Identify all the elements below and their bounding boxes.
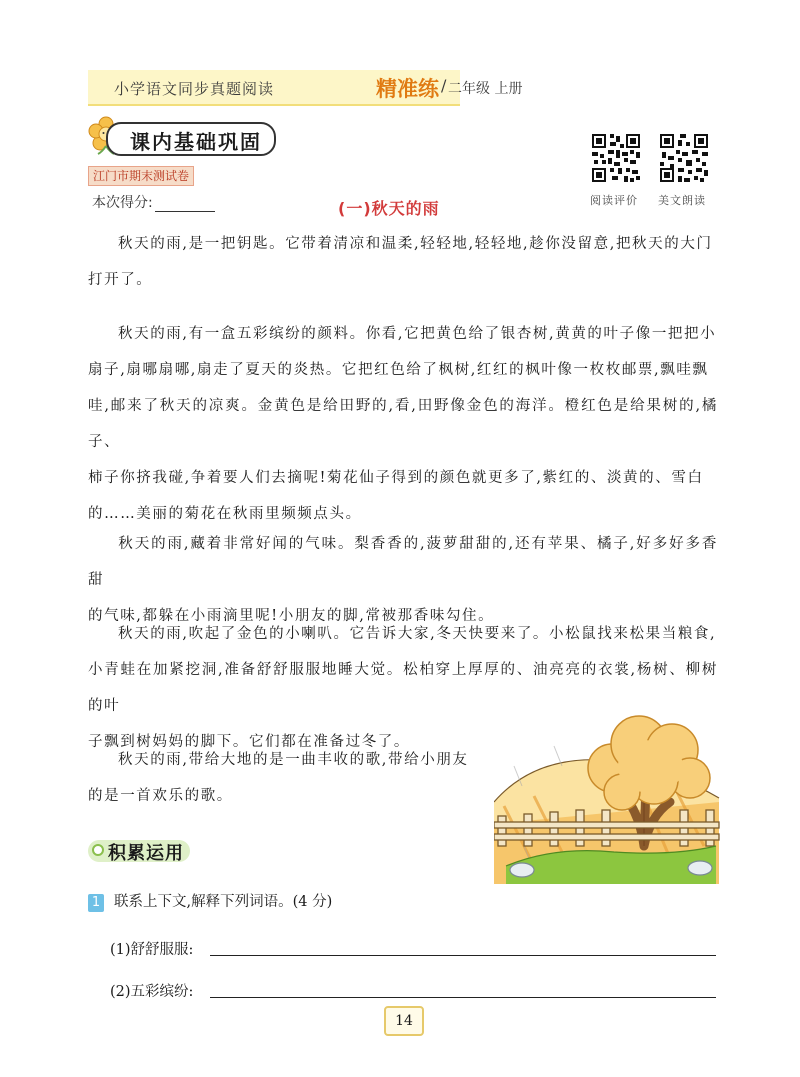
circle-bullet-icon <box>92 844 104 856</box>
text-line: 扇子,扇哪扇哪,扇走了夏天的炎热。它把红色给了枫树,红红的枫叶像一枚枚邮票,飘哇飘 <box>88 362 709 378</box>
qr-code-review[interactable] <box>590 132 642 208</box>
question-item-1: (1)舒舒服服: <box>110 942 194 958</box>
section-title: 积累运用 <box>108 843 184 864</box>
text-line: 秋天的雨,是一把钥匙。它带着清凉和温柔,轻轻地,轻轻地,趁你没留意,把秋天的大门 <box>118 236 713 252</box>
qr-code-reading[interactable] <box>658 132 710 208</box>
section-title: 课内基础巩固 <box>130 130 262 154</box>
text-line: 秋天的雨,带给大地的是一曲丰收的歌,带给小朋友 <box>118 752 469 768</box>
series-title: 小学语文同步真题阅读 <box>114 80 275 98</box>
text-line: 小青蛙在加紧挖洞,准备舒舒服服地睡大觉。松柏穿上厚厚的、油亮亮的衣裳,杨树、柳树的叶 <box>88 662 718 714</box>
source-tag: 江门市期末测试卷 <box>88 166 194 186</box>
qr-code-icon <box>590 132 642 184</box>
header-banner <box>88 70 523 106</box>
question-item-2: (2)五彩缤纷: <box>110 984 194 1000</box>
paragraph-1 <box>88 226 718 298</box>
text-line: 的气味,都躲在小雨滴里呢!小朋友的脚,常被那香味勾住。 <box>88 608 495 624</box>
text-line: 秋天的雨,吹起了金色的小喇叭。它告诉大家,冬天快要来了。小松鼠找来松果当粮食, <box>118 626 717 642</box>
page-number: 14 <box>384 1006 424 1036</box>
text-line: 哇,邮来了秋天的凉爽。金黄色是给田野的,看,田野像金色的海洋。橙红色是给果树的,橘子、 <box>88 398 718 450</box>
grade-label: 二年级 上册 <box>448 81 523 97</box>
text-line: 打开了。 <box>88 272 153 288</box>
score-blank[interactable] <box>155 211 215 212</box>
section-heading-basic <box>88 114 278 160</box>
score-label: 本次得分: <box>92 195 153 211</box>
autumn-tree-illustration <box>494 706 724 884</box>
qr-caption-reading: 美文朗读 <box>658 194 706 207</box>
question-prompt: 联系上下文,解释下列词语。(4 分) <box>114 894 333 910</box>
article-title: (一)秋天的雨 <box>338 199 440 218</box>
answer-line-2[interactable] <box>210 997 716 998</box>
answer-line-1[interactable] <box>210 955 716 956</box>
paragraph-2 <box>88 316 718 532</box>
brand-title: 精准练 <box>376 77 439 101</box>
text-line: 秋天的雨,藏着非常好闻的气味。梨香香的,菠萝甜甜的,还有苹果、橘子,好多好多香甜 <box>88 536 718 588</box>
text-line: 秋天的雨,有一盒五彩缤纷的颜料。你看,它把黄色给了银杏树,黄黄的叶子像一把把小 <box>118 326 717 342</box>
question-1 <box>88 890 332 912</box>
question-number-badge: 1 <box>88 894 104 912</box>
qr-code-icon <box>658 132 710 184</box>
qr-caption-review: 阅读评价 <box>590 194 638 207</box>
text-line: 柿子你挤我碰,争着要人们去摘呢!菊花仙子得到的颜色就更多了,紫红的、淡黄的、雪白 <box>88 470 704 486</box>
paragraph-5 <box>88 742 508 814</box>
section-title-pill <box>106 122 276 156</box>
text-line: 子飘到树妈妈的脚下。它们都在准备过冬了。 <box>88 734 410 750</box>
section-heading-practice <box>88 836 198 864</box>
divider-slash: / <box>441 76 447 95</box>
text-line: 的……美丽的菊花在秋雨里频频点头。 <box>88 506 362 522</box>
score-field <box>92 192 215 212</box>
text-line: 的是一首欢乐的歌。 <box>88 788 233 804</box>
